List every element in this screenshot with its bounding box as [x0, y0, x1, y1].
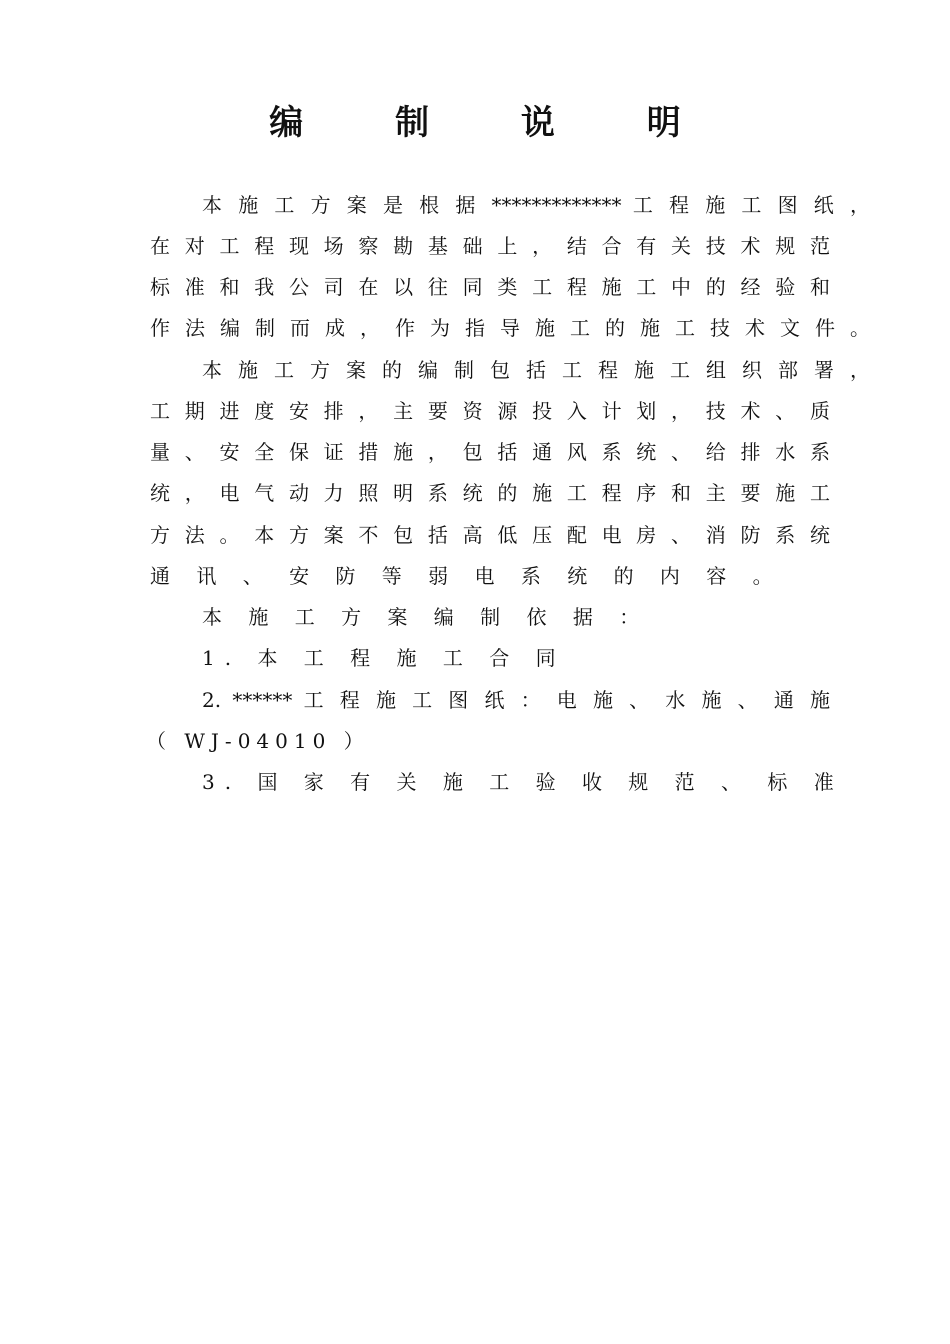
text-line-6: 工 期 进 度 安 排 ， 主 要 资 源 投 入 计 划 ， 技 术 、 质 [150, 399, 830, 423]
basis-heading: 本 施 工 方 案 编 制 依 据 ： [202, 605, 650, 629]
document-title: 编 制 说 明 [269, 103, 721, 143]
text-line-3: 标 准 和 我 公 司 在 以 往 同 类 工 程 施 工 中 的 经 验 和 [150, 275, 830, 299]
text-line-9: 方 法 。 本 方 案 不 包 括 高 低 压 配 电 房 、 消 防 系 统 [150, 523, 830, 547]
basis-item-1: 1. 本 工 程 施 工 合 同 [202, 646, 566, 670]
text-line-5: 本 施 工 方 案 的 编 制 包 括 工 程 施 工 组 织 部 署 ， [202, 358, 870, 382]
basis-item-2-continuation: （ WJ-04010 ） [146, 729, 370, 753]
text-line-1: 本 施 工 方 案 是 根 据 ************* 工 程 施 工 图 纸 ， [202, 193, 870, 217]
text-line-8: 统 ， 电 气 动 力 照 明 系 统 的 施 工 程 序 和 主 要 施 工 [150, 481, 830, 505]
text-line-10: 通 讯 、 安 防 等 弱 电 系 统 的 内 容 。 [150, 564, 783, 588]
basis-item-3: 3. 国 家 有 关 施 工 验 收 规 范 、 标 准 [202, 770, 844, 794]
text-line-4: 作 法 编 制 而 成 ， 作 为 指 导 施 工 的 施 工 技 术 文 件 。 [150, 316, 870, 340]
text-line-2: 在 对 工 程 现 场 察 勘 基 础 上 ， 结 合 有 关 技 术 规 范 [150, 234, 830, 258]
basis-item-2: 2. ****** 工 程 施 工 图 纸 ： 电 施 、 水 施 、 通 施 [202, 688, 830, 712]
text-line-7: 量 、 安 全 保 证 措 施 ， 包 括 通 风 系 统 、 给 排 水 系 [150, 440, 830, 464]
